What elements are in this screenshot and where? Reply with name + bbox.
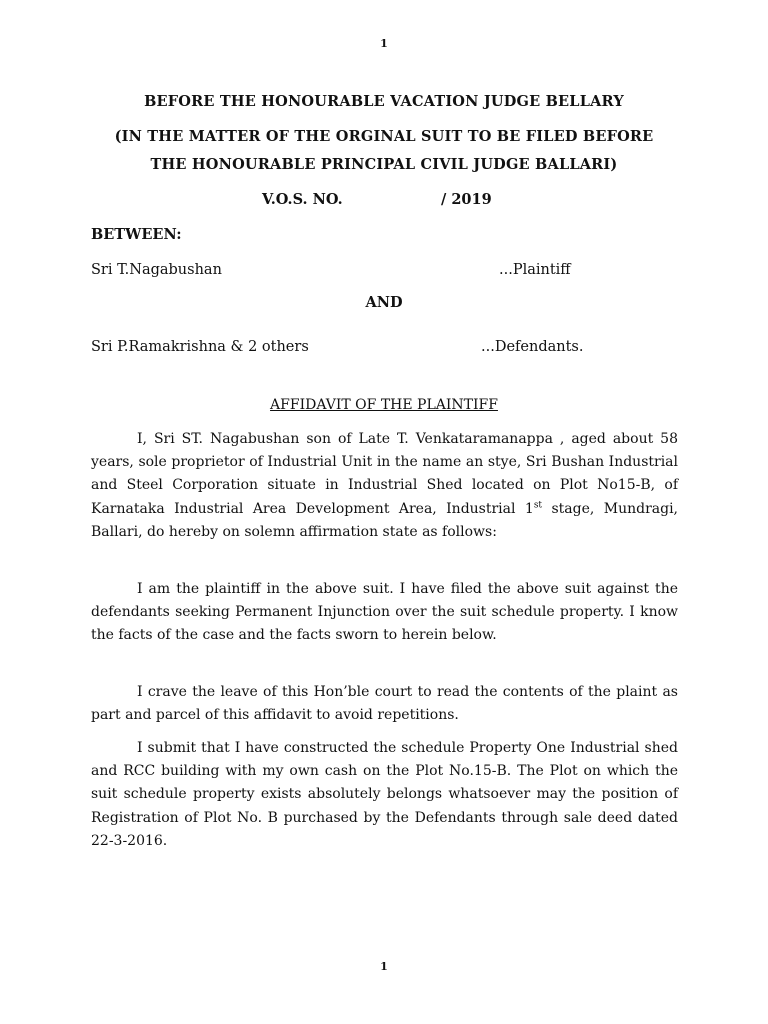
paragraph-construction-submission: I submit that I have constructed the schedule Property One Industrial shed and RCC building with my own cash on the Plot No.15-B. The Plot on which the suit schedule property exists absolutely belongs whatsoever may the position of Registration of Plot No. B purchased by the Defendants through sale deed dated 22-3-2016. [91,740,678,849]
plaintiff-role: ...Plaintiff [499,262,571,278]
and-label: AND [365,294,403,311]
page-number-bottom: 1 [380,960,388,973]
paragraph-leave-of-court: I crave the leave of this Hon’ble court to read the contents of the plaint as part and parcel of this affidavit to avoid repetitions. [91,684,678,724]
paragraph-deponent-text-end: stage, Mundragi, Ballari, do hereby on solemn affirmation state as follows: [91,500,679,540]
matter-heading-line1: (IN THE MATTER OF THE ORGINAL SUIT TO BE FILED BEFORE [114,128,654,145]
paragraph-deponent-details [91,428,678,544]
case-number-label: V.O.S. NO. [262,191,343,208]
paragraph-plaintiff-statement: I am the plaintiff in the above suit. I have filed the above suit against the defendants seeking Permanent Injunction over the suit schedule property. I know the facts of the case and the facts sworn to herein below. [91,581,678,644]
defendants-role: ...Defendants. [481,339,584,355]
court-heading: BEFORE THE HONOURABLE VACATION JUDGE BELLARY [144,93,624,110]
page-number-top: 1 [380,37,388,50]
ordinal-superscript: st [533,499,543,510]
between-label: BETWEEN: [91,226,182,243]
matter-heading-line2: THE HONOURABLE PRINCIPAL CIVIL JUDGE BALLARI) [150,156,618,173]
case-number-year: / 2019 [441,191,492,208]
paragraph-deponent-text: I, Sri ST. Nagabushan son of Late T. Venkataramanappa , aged about 58 years, sole proprietor of Industrial Unit in the name an stye, Sri Bushan Industrial and Steel Corporation situate in Industrial Shed located on Plot No15-B, of Karnataka Industrial Area Development Area, Industrial 1 [91,431,678,517]
defendants-name: Sri P.Ramakrishna & 2 others [91,339,309,355]
affidavit-title: AFFIDAVIT OF THE PLAINTIFF [270,397,498,413]
plaintiff-name: Sri T.Nagabushan [91,262,222,278]
